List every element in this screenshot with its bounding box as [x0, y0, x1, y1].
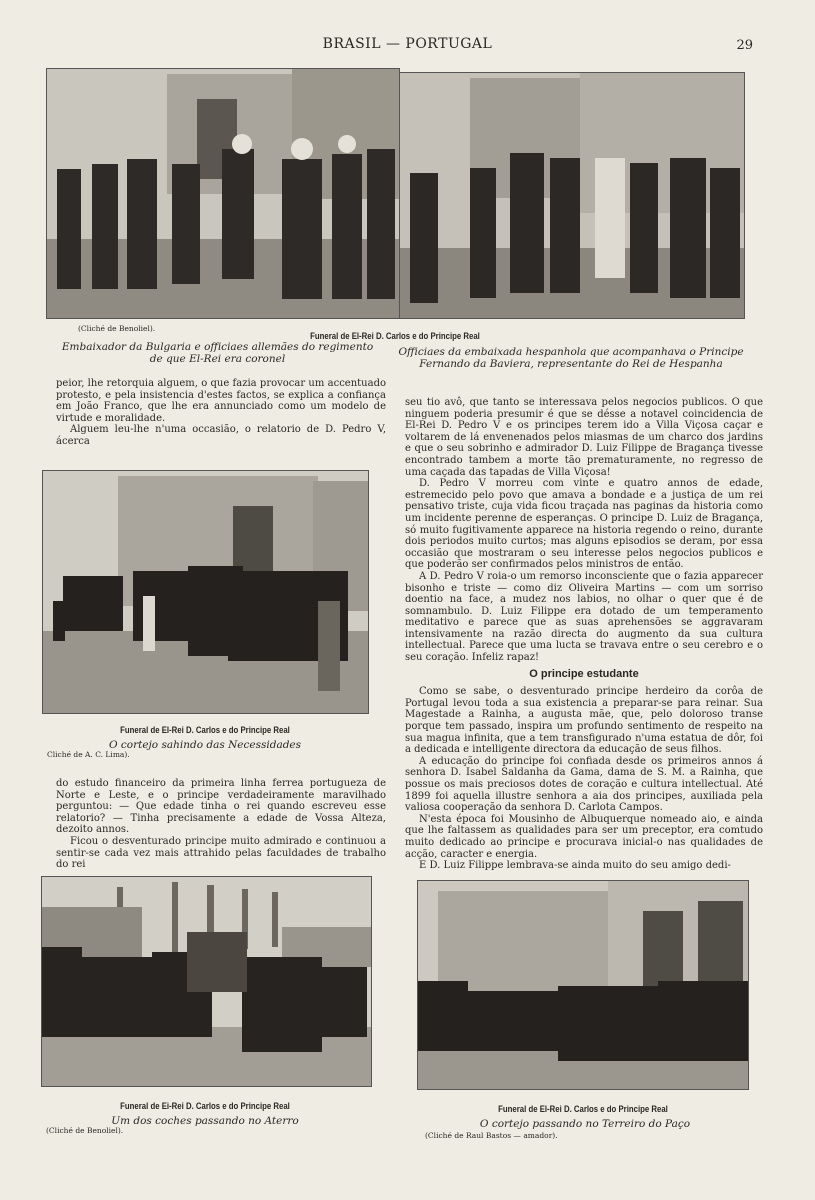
photo3-title: Funeral de Ei-Rei D. Carlos e do Principe Real: [120, 1101, 290, 1112]
text-right: seu tio avô, que tanto se interessava pelos negocios publicos. O que ninguem poderia presumir é que se désse a notavel coincidencia de El-Rei D. Pedro V e os principes terem ido a Villa Viçosa caçar e voltarem de lá envenenados pelos miasmas de um charco dos jardins e que o seu sobrinho e admirador D. Luiz Filippe de Bragança tivesse encontrado tambem a morte tão prematuramente, no regresso de uma caçada das tapadas de Villa Viçosa! D. Pedro V morreu com vinte e quatro annos de edade, estremecido pelo povo que amava a bondade e a justiça de um rei pensativo triste, cuja vida ficou traçada nas paginas da historia como um incidente perenne de esperanças. O principe D. Luiz de Bragança, só muito fugitivamente apparece na historia regendo o reino, durante dois periodos muito curtos; mas alguns episodios se deram, por essa occasião que mostraram o seu interesse pelos negocios publicos e que poderão ser confirmados pelos ministros de então. A D. Pedro V roia-o um remorso inconsciente que o fazia apparecer bisonho e triste — como diz Oliveira Martins — com um sorriso doentio na face, a mudez nos labios, no olhar o quer que é de somnambulo. D. Luiz Filippe era dotado de um temperamento meditativo e parece que as suas aprehensões se aggravaram intensivamente na razão directa do augmento da sua cultura intellectual. Parece que uma lucta se travava entre o seu cerebro e o seu coração. Infeliz rapaz! O principe estudante Como se sabe, o desventurado principe herdeiro da corôa de Portugal levou toda a sua existencia a preparar-se para reinar. Sua Magestade a Rainha, a augusta mãe, que, pelo doloroso transe porque tem passado, inspira um profundo sentimento de respeito na sua magua infinita, que a tem transfigurado n'uma estatua de dôr, foi a dedicada e intelligente directora da educação de seus filhos. A educação do principe foi confiada desde os primeiros annos á senhora D. Isabel Saldanha da Gama, dama de S. M. a Rainha, que possue os mais preciosos dotes de coração e cultura intellectual. Até 1899 foi aquella illustre senhora a aia dos principes, auxiliada pela valiosa cooperação da senhora D. Carlota Campos. N'esta época foi Mousinho de Albuquerque nomeado aio, e ainda que lhe faltassem as qualidades para ser um preceptor, era comtudo muito dedicado ao principe e procurava inicial-o nas qualidades de acção, caracter e energia. E D. Luiz Filippe lembrava-se ainda muito do seu amigo dedi-: [405, 397, 763, 872]
photo1-caption-right: Officiaes da embaixada hespanhola que acompanhava o Principe Fernando da Baviera, representante do Rei de Hespanha: [398, 346, 744, 370]
photo-coche-aterro: [41, 876, 372, 1087]
photo1-caption-left: Embaixador da Bulgaria e officiaes allemães do regimento de que El-Rei era coronel: [61, 341, 374, 365]
photo2-title: Funeral de El-Rei D. Carlos e do Principe Real: [120, 725, 290, 736]
photo4-caption: O cortejo passando no Terreiro do Paço: [479, 1118, 691, 1130]
text-left-top: peior, lhe retorquia alguem, o que fazia provocar um accentuado protesto, e pela insistencia d'estes factos, se explica a confiança em João Franco, que lhe era annunciado como um modelo de virtude e moralidade. Alguem leu-lhe n'uma occasião, o relatorio de D. Pedro V, ácerca: [56, 378, 386, 447]
photo-spanish-officers: [399, 72, 745, 319]
running-header: BRASIL — PORTUGAL: [322, 36, 493, 52]
photo2-cliche: Cliché de A. C. Lima).: [47, 750, 130, 759]
photo3-caption: Um dos coches passando no Aterro: [111, 1115, 299, 1127]
photo2-caption: O cortejo sahindo das Necessidades: [108, 739, 302, 751]
photo3-cliche: (Cliché de Benoliel).: [46, 1126, 124, 1135]
photo-terreiro-paco: [417, 880, 749, 1090]
photo4-cliche: (Cliché de Raul Bastos — amador).: [425, 1131, 558, 1140]
photo1-title: Funeral de El-Rei D. Carlos e do Principe Real: [310, 331, 480, 342]
photo-cortejo-necessidades: [42, 470, 369, 714]
photo4-title: Funeral de El-Rei D. Carlos e do Principe Real: [498, 1104, 668, 1115]
photo-bulgarian-ambassador: [46, 68, 400, 319]
text-left-bottom: do estudo financeiro da primeira linha ferrea portugueza de Norte e Leste, e o principe verdadeiramente maravilhado perguntou: — Que edade tinha o rei quando escreveu esse relatorio? — Tinha precisamente a edade de Vossa Alteza, dezoito annos. Ficou o desventurado principe muito admirado e continuou a sentir-se cada vez mais attrahido pelas faculdades de trabalho do rei: [56, 778, 386, 871]
page-number: 29: [736, 38, 753, 53]
photo1-cliche: (Cliché de Benoliel).: [78, 324, 156, 333]
section-heading: O principe estudante: [529, 667, 639, 680]
